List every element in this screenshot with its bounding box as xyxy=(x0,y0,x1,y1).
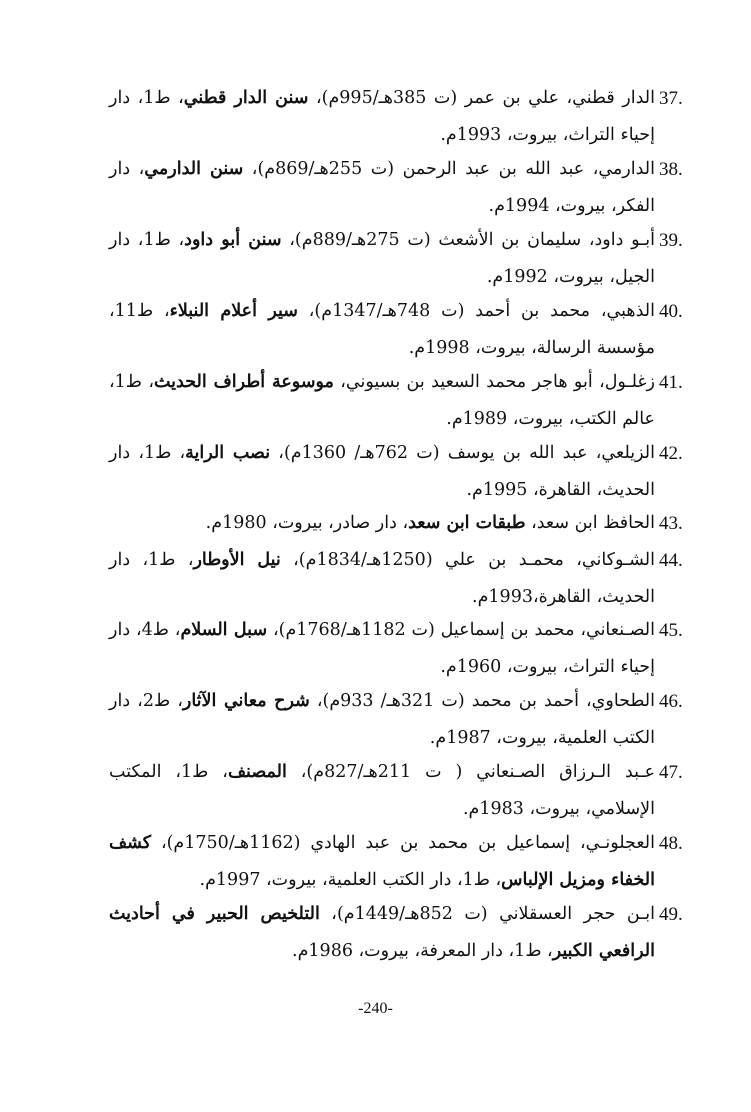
reference-publication: ، ط2، دار الكتب العلمية، بيروت، 1987م. xyxy=(109,691,655,748)
reference-number: 43. xyxy=(659,513,683,534)
reference-publication: ، دار صادر، بيروت، 1980م. xyxy=(205,513,409,533)
reference-title: المصنف xyxy=(227,762,287,782)
reference-author: الشـوكاني، محمـد بن علي (1250هـ/1834م)، xyxy=(280,550,655,570)
reference-entry xyxy=(109,825,655,899)
reference-author: عـبد الـرزاق الصـنعاني ( ت 211هـ/827م)، xyxy=(286,762,656,782)
reference-entry xyxy=(109,683,655,757)
reference-title: شرح معاني الآثار xyxy=(182,691,310,711)
reference-number: 38. xyxy=(659,159,683,180)
reference-author: الدار قطني، علي بن عمر (ت 385هـ/995م)، xyxy=(308,88,655,108)
reference-title: طبقات ابن سعد xyxy=(408,513,526,533)
reference-entry xyxy=(109,612,655,686)
reference-number: 40. xyxy=(659,301,683,322)
reference-number: 46. xyxy=(659,691,683,712)
reference-publication: ، ط1، المكتب الإسلامي، بيروت، 1983م. xyxy=(109,762,655,819)
reference-entry xyxy=(185,505,655,542)
reference-author: الحافظ ابن سعد، xyxy=(525,513,655,533)
reference-author: ابـن حجر العسقلاني (ت 852هـ/1449م)، xyxy=(319,904,655,924)
reference-publication: ، ط4، دار إحياء التراث، بيروت، 1960م. xyxy=(109,620,655,677)
reference-title: سير أعلام النبلاء xyxy=(169,301,298,321)
reference-number: 45. xyxy=(659,620,683,641)
reference-entry xyxy=(109,293,655,367)
reference-author: الطحاوي، أحمد بن محمد (ت 321هـ/ 933م)، xyxy=(309,691,655,711)
reference-title: سنن الدار قطني xyxy=(183,88,309,108)
reference-number: 44. xyxy=(659,550,683,571)
reference-entry xyxy=(109,754,655,828)
reference-number: 41. xyxy=(659,372,683,393)
reference-publication: ، ط1، عالم الكتب، بيروت، 1989م. xyxy=(109,372,655,429)
reference-title: التلخيص الحبير في أحاديث الرافعي الكبير xyxy=(109,904,655,961)
reference-entry xyxy=(109,435,655,509)
reference-author: الدارمي، عبد الله بن عبد الرحمن (ت 255هـ/869م)، xyxy=(243,159,656,179)
reference-publication: ، ط1، دار المعرفة، بيروت، 1986م. xyxy=(292,941,553,961)
reference-author: زغلـول، أبو هاجر محمد السعيد بن بسيوني، xyxy=(333,372,655,392)
page-number: -240- xyxy=(358,1000,393,1017)
reference-number: 47. xyxy=(659,762,683,783)
reference-author: العجلونـي، إسماعيل بن محمد بن عبد الهادي (1162هـ/1750م)، xyxy=(151,833,655,853)
reference-entry xyxy=(109,151,655,225)
reference-title: موسوعة أطراف الحديث xyxy=(154,372,334,392)
reference-number: 37. xyxy=(659,88,683,109)
reference-publication: ، ط1، دار الجيل، بيروت، 1992م. xyxy=(109,230,655,287)
reference-number: 42. xyxy=(659,443,683,464)
reference-entry xyxy=(109,364,655,438)
reference-publication: ، ط1، دار الحديث، القاهرة، 1995م. xyxy=(109,443,655,500)
reference-author: أبـو داود، سليمان بن الأشعث (ت 275هـ/889م)، xyxy=(281,230,655,250)
reference-entry xyxy=(109,896,655,970)
reference-entry xyxy=(109,80,655,154)
reference-publication: ، دار الفكر، بيروت، 1994م. xyxy=(109,159,655,216)
reference-author: الذهبي، محمد بن أحمد (ت 748هـ/1347م)، xyxy=(297,301,656,321)
reference-title: سنن الدارمي xyxy=(144,159,244,179)
reference-publication: ، ط1، دار الكتب العلمية، بيروت، 1997م. xyxy=(199,870,502,890)
reference-publication: ، ط1، دار الحديث، القاهرة،1993م. xyxy=(109,550,655,607)
reference-author: الصـنعاني، محمد بن إسماعيل (ت 1182هـ/1768م)، xyxy=(267,620,655,640)
reference-title: نصب الراية xyxy=(185,443,271,463)
reference-number: 39. xyxy=(659,230,683,251)
reference-author: الزيلعي، عبد الله بن يوسف (ت 762هـ/ 1360م)، xyxy=(270,443,655,463)
reference-entry xyxy=(109,222,655,296)
reference-publication: ، ط11، مؤسسة الرسالة، بيروت، 1998م. xyxy=(109,301,655,358)
reference-entry xyxy=(109,542,655,616)
reference-number: 48. xyxy=(659,833,683,854)
reference-title: نيل الأوطار xyxy=(193,550,281,570)
reference-title: سبل السلام xyxy=(180,620,268,640)
reference-title: سنن أبو داود xyxy=(184,230,282,250)
reference-number: 49. xyxy=(659,904,683,925)
reference-publication: ، ط1، دار إحياء التراث، بيروت، 1993م. xyxy=(109,88,655,145)
reference-title: كشف الخفاء ومزيل الإلباس xyxy=(109,833,655,890)
